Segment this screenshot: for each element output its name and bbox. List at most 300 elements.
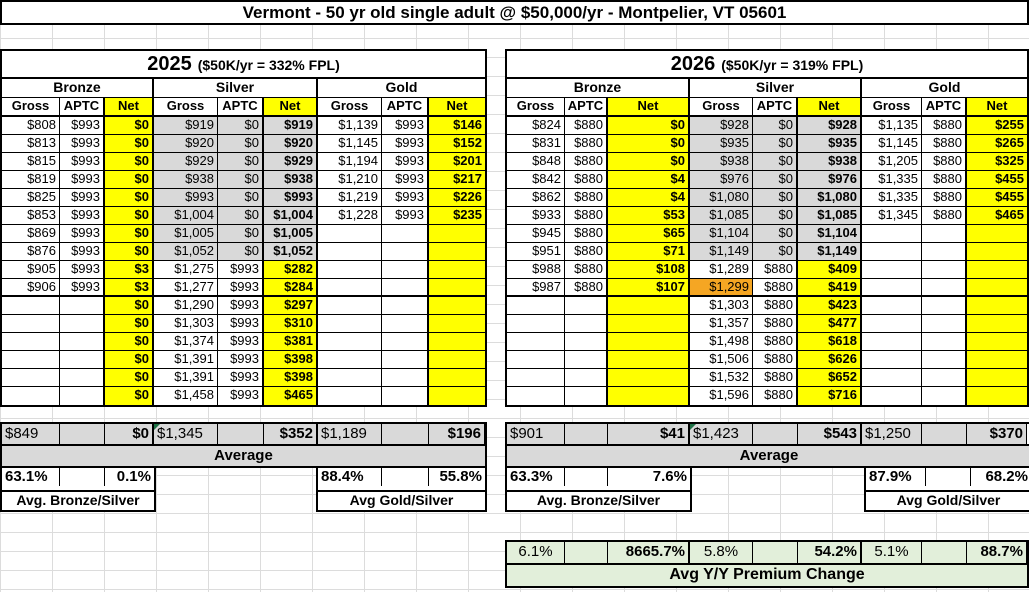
data-cell[interactable] [429, 387, 485, 405]
data-cell[interactable]: $1,205 [862, 153, 922, 171]
data-cell[interactable]: $993 [382, 153, 429, 171]
data-cell[interactable]: $919 [154, 117, 218, 135]
data-cell[interactable]: $1,299 [690, 279, 753, 297]
average-cell[interactable]: $1,189 [318, 424, 382, 444]
data-cell[interactable]: $1,303 [154, 315, 218, 333]
percent-cell[interactable]: 55.8% [429, 468, 485, 486]
data-cell[interactable]: $0 [105, 387, 154, 405]
data-cell[interactable] [922, 351, 967, 369]
data-cell[interactable]: $1,085 [798, 207, 862, 225]
data-cell[interactable]: $201 [429, 153, 485, 171]
data-cell[interactable]: $919 [264, 117, 318, 135]
data-cell[interactable]: $107 [608, 279, 690, 297]
data-cell[interactable]: $880 [922, 171, 967, 189]
data-cell[interactable] [382, 315, 429, 333]
data-cell[interactable] [429, 261, 485, 279]
data-cell[interactable] [318, 387, 382, 405]
data-cell[interactable]: $255 [967, 117, 1027, 135]
data-cell[interactable]: $0 [218, 225, 264, 243]
data-cell[interactable] [429, 333, 485, 351]
data-cell[interactable]: $880 [922, 207, 967, 225]
average-cell[interactable] [922, 424, 967, 444]
data-cell[interactable]: $477 [798, 315, 862, 333]
data-cell[interactable]: $65 [608, 225, 690, 243]
data-cell[interactable]: $0 [218, 243, 264, 261]
data-cell[interactable]: $993 [382, 189, 429, 207]
data-cell[interactable] [922, 225, 967, 243]
data-cell[interactable]: $465 [967, 207, 1027, 225]
data-cell[interactable] [967, 297, 1027, 315]
data-cell[interactable]: $1,289 [690, 261, 753, 279]
data-cell[interactable]: $920 [154, 135, 218, 153]
data-cell[interactable] [922, 387, 967, 405]
average-cell[interactable] [60, 424, 105, 444]
data-cell[interactable] [967, 225, 1027, 243]
data-cell[interactable]: $4 [608, 171, 690, 189]
data-cell[interactable] [429, 279, 485, 297]
data-cell[interactable] [382, 279, 429, 297]
data-cell[interactable] [507, 297, 565, 315]
data-cell[interactable]: $0 [105, 135, 154, 153]
data-cell[interactable]: $1,005 [154, 225, 218, 243]
yoy-cell[interactable]: 88.7% [967, 542, 1027, 563]
data-cell[interactable]: $993 [60, 153, 105, 171]
data-cell[interactable] [318, 261, 382, 279]
data-cell[interactable] [862, 387, 922, 405]
data-cell[interactable] [862, 225, 922, 243]
data-cell[interactable]: $993 [382, 117, 429, 135]
data-cell[interactable]: $1,303 [690, 297, 753, 315]
data-cell[interactable]: $146 [429, 117, 485, 135]
data-cell[interactable] [429, 315, 485, 333]
percent-cell[interactable]: 68.2% [971, 468, 1029, 486]
data-cell[interactable]: $0 [608, 117, 690, 135]
data-cell[interactable] [862, 315, 922, 333]
data-cell[interactable]: $938 [154, 171, 218, 189]
data-cell[interactable]: $993 [60, 135, 105, 153]
data-cell[interactable] [862, 261, 922, 279]
data-cell[interactable]: $880 [753, 387, 798, 405]
data-cell[interactable]: $993 [382, 135, 429, 153]
data-cell[interactable] [318, 333, 382, 351]
data-cell[interactable]: $1,532 [690, 369, 753, 387]
data-cell[interactable]: $108 [608, 261, 690, 279]
data-cell[interactable] [507, 351, 565, 369]
data-cell[interactable] [318, 369, 382, 387]
data-cell[interactable] [922, 333, 967, 351]
data-cell[interactable] [2, 387, 60, 405]
data-cell[interactable]: $1,335 [862, 189, 922, 207]
data-cell[interactable]: $1,052 [264, 243, 318, 261]
data-cell[interactable]: $53 [608, 207, 690, 225]
yoy-cell[interactable] [922, 542, 967, 563]
data-cell[interactable] [60, 297, 105, 315]
data-cell[interactable]: $0 [105, 207, 154, 225]
data-cell[interactable]: $880 [922, 135, 967, 153]
data-cell[interactable]: $1,345 [862, 207, 922, 225]
data-cell[interactable]: $0 [105, 333, 154, 351]
percent-cell[interactable]: 87.9% [866, 468, 926, 486]
data-cell[interactable] [967, 387, 1027, 405]
data-cell[interactable] [382, 297, 429, 315]
data-cell[interactable]: $1,004 [154, 207, 218, 225]
data-cell[interactable] [967, 315, 1027, 333]
average-cell[interactable]: $370 [967, 424, 1027, 444]
data-cell[interactable]: $3 [105, 279, 154, 297]
data-cell[interactable] [318, 243, 382, 261]
data-cell[interactable]: $1,052 [154, 243, 218, 261]
data-cell[interactable]: $1,498 [690, 333, 753, 351]
average-cell[interactable] [382, 424, 429, 444]
data-cell[interactable] [429, 225, 485, 243]
data-cell[interactable]: $0 [105, 117, 154, 135]
data-cell[interactable] [382, 225, 429, 243]
data-cell[interactable]: $993 [382, 171, 429, 189]
data-cell[interactable] [967, 243, 1027, 261]
data-cell[interactable] [60, 369, 105, 387]
data-cell[interactable]: $0 [218, 189, 264, 207]
data-cell[interactable] [922, 261, 967, 279]
data-cell[interactable]: $3 [105, 261, 154, 279]
data-cell[interactable]: $880 [565, 117, 608, 135]
data-cell[interactable]: $880 [922, 189, 967, 207]
percent-cell[interactable] [926, 468, 971, 486]
data-cell[interactable]: $951 [507, 243, 565, 261]
data-cell[interactable]: $993 [60, 117, 105, 135]
data-cell[interactable]: $880 [753, 279, 798, 297]
data-cell[interactable]: $381 [264, 333, 318, 351]
data-cell[interactable]: $808 [2, 117, 60, 135]
data-cell[interactable] [565, 333, 608, 351]
data-cell[interactable]: $880 [565, 261, 608, 279]
data-cell[interactable]: $928 [798, 117, 862, 135]
data-cell[interactable]: $1,357 [690, 315, 753, 333]
data-cell[interactable]: $869 [2, 225, 60, 243]
data-cell[interactable]: $880 [753, 333, 798, 351]
data-cell[interactable]: $1,145 [318, 135, 382, 153]
data-cell[interactable] [967, 369, 1027, 387]
data-cell[interactable] [862, 297, 922, 315]
data-cell[interactable] [565, 387, 608, 405]
data-cell[interactable] [2, 369, 60, 387]
data-cell[interactable]: $935 [798, 135, 862, 153]
data-cell[interactable] [318, 351, 382, 369]
data-cell[interactable]: $1,149 [798, 243, 862, 261]
data-cell[interactable]: $297 [264, 297, 318, 315]
data-cell[interactable]: $419 [798, 279, 862, 297]
data-cell[interactable]: $880 [565, 279, 608, 297]
data-cell[interactable]: $880 [565, 243, 608, 261]
data-cell[interactable] [429, 297, 485, 315]
data-cell[interactable]: $1,335 [862, 171, 922, 189]
data-cell[interactable]: $0 [753, 225, 798, 243]
yoy-cell[interactable] [753, 542, 798, 563]
data-cell[interactable] [967, 333, 1027, 351]
data-cell[interactable]: $1,080 [798, 189, 862, 207]
data-cell[interactable]: $455 [967, 189, 1027, 207]
data-cell[interactable]: $652 [798, 369, 862, 387]
percent-cell[interactable]: 0.1% [105, 468, 154, 486]
data-cell[interactable]: $880 [565, 153, 608, 171]
average-cell[interactable]: $0 [105, 424, 154, 444]
data-cell[interactable]: $0 [753, 135, 798, 153]
data-cell[interactable]: $0 [105, 243, 154, 261]
data-cell[interactable]: $880 [753, 261, 798, 279]
data-cell[interactable]: $398 [264, 369, 318, 387]
data-cell[interactable] [507, 315, 565, 333]
yoy-cell[interactable] [565, 542, 608, 563]
data-cell[interactable]: $993 [264, 189, 318, 207]
data-cell[interactable]: $0 [753, 171, 798, 189]
data-cell[interactable]: $1,458 [154, 387, 218, 405]
data-cell[interactable]: $824 [507, 117, 565, 135]
data-cell[interactable]: $976 [690, 171, 753, 189]
data-cell[interactable] [967, 351, 1027, 369]
average-cell[interactable] [565, 424, 608, 444]
data-cell[interactable]: $0 [105, 297, 154, 315]
data-cell[interactable]: $716 [798, 387, 862, 405]
data-cell[interactable]: $880 [565, 171, 608, 189]
data-cell[interactable]: $842 [507, 171, 565, 189]
data-cell[interactable]: $325 [967, 153, 1027, 171]
yoy-cell[interactable]: 8665.7% [608, 542, 690, 563]
data-cell[interactable] [922, 279, 967, 297]
data-cell[interactable]: $0 [753, 117, 798, 135]
data-cell[interactable]: $1,210 [318, 171, 382, 189]
data-cell[interactable] [967, 279, 1027, 297]
data-cell[interactable]: $217 [429, 171, 485, 189]
data-cell[interactable]: $265 [967, 135, 1027, 153]
data-cell[interactable] [608, 315, 690, 333]
data-cell[interactable] [382, 261, 429, 279]
data-cell[interactable] [608, 351, 690, 369]
percent-cell[interactable] [382, 468, 429, 486]
data-cell[interactable]: $0 [105, 351, 154, 369]
data-cell[interactable]: $1,290 [154, 297, 218, 315]
data-cell[interactable] [318, 297, 382, 315]
data-cell[interactable]: $455 [967, 171, 1027, 189]
data-cell[interactable]: $1,275 [154, 261, 218, 279]
data-cell[interactable]: $880 [922, 153, 967, 171]
data-cell[interactable]: $1,104 [690, 225, 753, 243]
data-cell[interactable]: $993 [60, 189, 105, 207]
data-cell[interactable]: $1,277 [154, 279, 218, 297]
data-cell[interactable]: $993 [218, 351, 264, 369]
data-cell[interactable]: $1,005 [264, 225, 318, 243]
data-cell[interactable]: $0 [105, 153, 154, 171]
data-cell[interactable] [60, 387, 105, 405]
average-cell[interactable]: $41 [608, 424, 690, 444]
data-cell[interactable] [2, 351, 60, 369]
data-cell[interactable]: $862 [507, 189, 565, 207]
data-cell[interactable]: $226 [429, 189, 485, 207]
data-cell[interactable]: $0 [105, 225, 154, 243]
average-cell[interactable]: $849 [2, 424, 60, 444]
data-cell[interactable]: $1,228 [318, 207, 382, 225]
data-cell[interactable] [2, 297, 60, 315]
yoy-cell[interactable]: 5.8% [690, 542, 753, 563]
data-cell[interactable]: $1,145 [862, 135, 922, 153]
data-cell[interactable]: $938 [690, 153, 753, 171]
data-cell[interactable]: $0 [753, 207, 798, 225]
data-cell[interactable]: $933 [507, 207, 565, 225]
data-cell[interactable]: $945 [507, 225, 565, 243]
data-cell[interactable]: $626 [798, 351, 862, 369]
data-cell[interactable]: $880 [565, 207, 608, 225]
data-cell[interactable]: $993 [218, 369, 264, 387]
data-cell[interactable]: $825 [2, 189, 60, 207]
data-cell[interactable]: $1,391 [154, 369, 218, 387]
data-cell[interactable]: $876 [2, 243, 60, 261]
data-cell[interactable] [318, 225, 382, 243]
data-cell[interactable]: $1,080 [690, 189, 753, 207]
data-cell[interactable]: $938 [264, 171, 318, 189]
data-cell[interactable] [862, 351, 922, 369]
data-cell[interactable]: $235 [429, 207, 485, 225]
average-cell[interactable]: $1,250 [862, 424, 922, 444]
data-cell[interactable] [60, 315, 105, 333]
data-cell[interactable]: $819 [2, 171, 60, 189]
data-cell[interactable] [382, 387, 429, 405]
data-cell[interactable]: $0 [753, 189, 798, 207]
data-cell[interactable]: $1,004 [264, 207, 318, 225]
data-cell[interactable]: $0 [608, 153, 690, 171]
data-cell[interactable]: $993 [382, 207, 429, 225]
data-cell[interactable]: $465 [264, 387, 318, 405]
average-cell[interactable]: $1,345 [154, 424, 218, 444]
data-cell[interactable]: $0 [105, 369, 154, 387]
data-cell[interactable] [862, 243, 922, 261]
data-cell[interactable]: $1,219 [318, 189, 382, 207]
data-cell[interactable] [429, 243, 485, 261]
data-cell[interactable]: $0 [105, 189, 154, 207]
data-cell[interactable]: $993 [60, 225, 105, 243]
data-cell[interactable]: $4 [608, 189, 690, 207]
data-cell[interactable] [507, 369, 565, 387]
data-cell[interactable] [382, 369, 429, 387]
data-cell[interactable]: $1,391 [154, 351, 218, 369]
data-cell[interactable]: $423 [798, 297, 862, 315]
percent-cell[interactable] [60, 468, 105, 486]
data-cell[interactable]: $993 [60, 207, 105, 225]
data-cell[interactable] [60, 351, 105, 369]
data-cell[interactable]: $310 [264, 315, 318, 333]
data-cell[interactable]: $0 [608, 135, 690, 153]
data-cell[interactable] [862, 279, 922, 297]
data-cell[interactable]: $1,596 [690, 387, 753, 405]
data-cell[interactable] [2, 333, 60, 351]
data-cell[interactable]: $993 [154, 189, 218, 207]
data-cell[interactable]: $880 [753, 297, 798, 315]
data-cell[interactable] [429, 351, 485, 369]
data-cell[interactable]: $993 [60, 261, 105, 279]
data-cell[interactable]: $976 [798, 171, 862, 189]
data-cell[interactable]: $880 [565, 189, 608, 207]
data-cell[interactable]: $813 [2, 135, 60, 153]
percent-cell[interactable]: 88.4% [318, 468, 382, 486]
data-cell[interactable] [2, 315, 60, 333]
data-cell[interactable]: $398 [264, 351, 318, 369]
data-cell[interactable]: $993 [218, 315, 264, 333]
data-cell[interactable]: $987 [507, 279, 565, 297]
data-cell[interactable] [565, 351, 608, 369]
data-cell[interactable]: $1,139 [318, 117, 382, 135]
percent-cell[interactable]: 7.6% [608, 468, 690, 486]
data-cell[interactable]: $905 [2, 261, 60, 279]
data-cell[interactable]: $0 [218, 153, 264, 171]
yoy-cell[interactable]: 54.2% [798, 542, 862, 563]
data-cell[interactable]: $1,374 [154, 333, 218, 351]
data-cell[interactable]: $284 [264, 279, 318, 297]
data-cell[interactable]: $0 [753, 243, 798, 261]
data-cell[interactable]: $988 [507, 261, 565, 279]
data-cell[interactable]: $848 [507, 153, 565, 171]
data-cell[interactable] [608, 387, 690, 405]
data-cell[interactable]: $409 [798, 261, 862, 279]
data-cell[interactable]: $0 [105, 171, 154, 189]
data-cell[interactable] [429, 369, 485, 387]
data-cell[interactable]: $853 [2, 207, 60, 225]
data-cell[interactable]: $1,135 [862, 117, 922, 135]
yoy-cell[interactable]: 5.1% [862, 542, 922, 563]
data-cell[interactable]: $0 [218, 171, 264, 189]
data-cell[interactable]: $618 [798, 333, 862, 351]
data-cell[interactable]: $880 [753, 315, 798, 333]
yoy-cell[interactable]: 6.1% [507, 542, 565, 563]
data-cell[interactable]: $1,085 [690, 207, 753, 225]
data-cell[interactable]: $993 [60, 243, 105, 261]
average-cell[interactable]: $901 [507, 424, 565, 444]
data-cell[interactable]: $938 [798, 153, 862, 171]
data-cell[interactable] [318, 279, 382, 297]
average-cell[interactable] [218, 424, 264, 444]
data-cell[interactable]: $880 [753, 369, 798, 387]
percent-cell[interactable]: 63.1% [2, 468, 60, 486]
data-cell[interactable]: $0 [218, 117, 264, 135]
data-cell[interactable] [382, 333, 429, 351]
average-cell[interactable]: $352 [264, 424, 318, 444]
data-cell[interactable]: $282 [264, 261, 318, 279]
data-cell[interactable] [922, 243, 967, 261]
average-cell[interactable]: $543 [798, 424, 862, 444]
data-cell[interactable]: $152 [429, 135, 485, 153]
data-cell[interactable] [565, 297, 608, 315]
data-cell[interactable] [608, 369, 690, 387]
data-cell[interactable]: $0 [105, 315, 154, 333]
data-cell[interactable]: $880 [753, 351, 798, 369]
data-cell[interactable] [862, 369, 922, 387]
data-cell[interactable]: $880 [565, 225, 608, 243]
data-cell[interactable] [565, 315, 608, 333]
data-cell[interactable]: $993 [218, 333, 264, 351]
data-cell[interactable]: $920 [264, 135, 318, 153]
data-cell[interactable]: $993 [218, 297, 264, 315]
data-cell[interactable] [922, 297, 967, 315]
data-cell[interactable] [608, 297, 690, 315]
average-cell[interactable]: $1,423 [690, 424, 753, 444]
data-cell[interactable] [507, 333, 565, 351]
data-cell[interactable]: $906 [2, 279, 60, 297]
data-cell[interactable]: $1,149 [690, 243, 753, 261]
data-cell[interactable] [922, 369, 967, 387]
data-cell[interactable]: $71 [608, 243, 690, 261]
data-cell[interactable]: $935 [690, 135, 753, 153]
data-cell[interactable]: $815 [2, 153, 60, 171]
data-cell[interactable]: $0 [218, 135, 264, 153]
percent-cell[interactable] [565, 468, 608, 486]
data-cell[interactable]: $928 [690, 117, 753, 135]
data-cell[interactable]: $993 [218, 279, 264, 297]
